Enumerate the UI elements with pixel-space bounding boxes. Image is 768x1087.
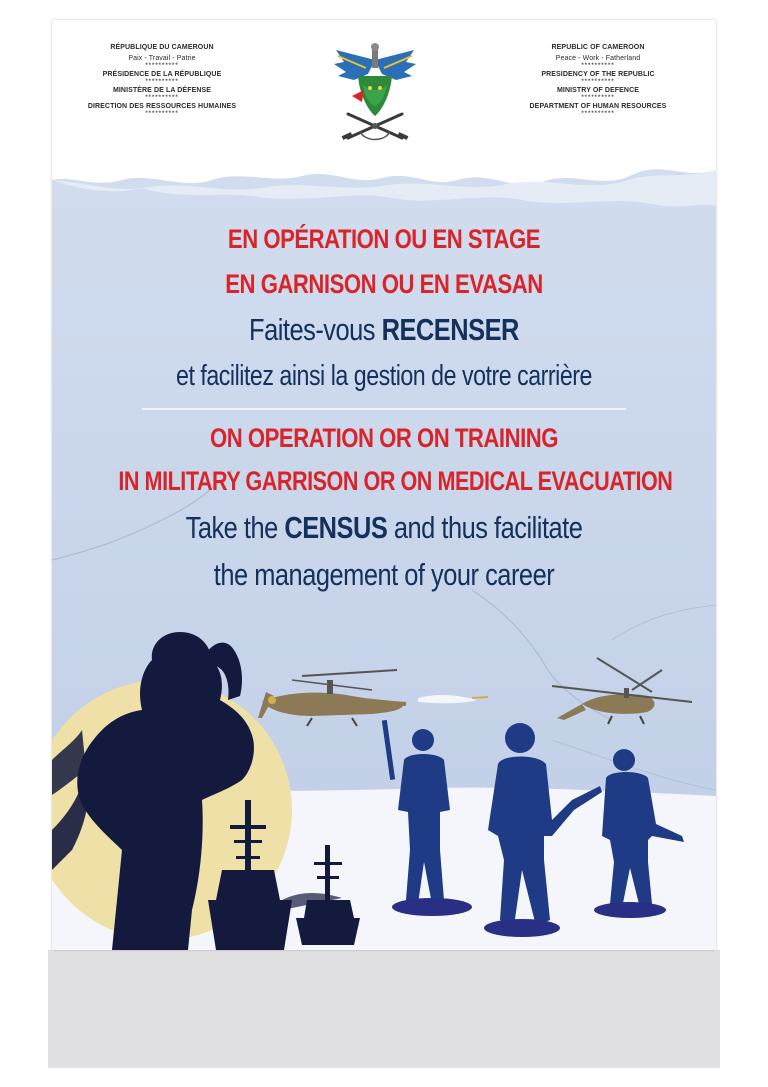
header-fr-presidency: PRÉSIDENCE DE LA RÉPUBLIQUE xyxy=(102,71,222,78)
header-en-country: REPUBLIC OF CAMEROON xyxy=(551,44,645,51)
military-illustration xyxy=(52,600,716,950)
headline-fr-line2: EN GARNISON OU EN EVASAN xyxy=(225,269,543,299)
headline-fr-emphasis: RECENSER xyxy=(381,312,519,347)
header-en-separator: ********** xyxy=(581,111,615,117)
headline-fr-line1: EN OPÉRATION OU EN STAGE xyxy=(227,224,541,254)
header-fr-separator: ********** xyxy=(145,79,179,85)
soldier-shadow xyxy=(594,902,666,918)
headline-en-line2: IN MILITARY GARRISON OR ON MEDICAL EVACUATION xyxy=(118,466,673,496)
page-bottom-band xyxy=(48,950,720,1068)
soldier-with-rifle-icon xyxy=(602,749,684,908)
header-fr-department: DIRECTION DES RESSOURCES HUMAINES xyxy=(87,103,237,110)
soldier-with-rifle-icon xyxy=(382,720,450,904)
soldier-shadow xyxy=(392,898,472,916)
header-fr-separator: ********** xyxy=(145,95,179,101)
headline-fr-line4: et facilitez ainsi la gestion de votre carrière xyxy=(176,360,592,392)
header-en-motto: Peace - Work - Fatherland xyxy=(555,55,641,62)
headline-en-emphasis: CENSUS xyxy=(284,510,388,545)
language-divider xyxy=(142,408,626,410)
header-fr-separator: ********** xyxy=(145,111,179,117)
header-french-institution xyxy=(82,42,242,117)
headline-fr-line3 xyxy=(112,312,656,348)
header-en-separator: ********** xyxy=(581,79,615,85)
census-poster xyxy=(52,20,716,950)
soldier-shadow xyxy=(484,919,560,937)
headline-en-line4: the management of your career xyxy=(213,557,555,592)
header-english-institution xyxy=(518,42,678,117)
header-en-presidency: PRESIDENCY OF THE REPUBLIC xyxy=(541,71,655,78)
soldier-with-rifle-icon xyxy=(488,723,602,926)
header-en-separator: ********** xyxy=(581,63,615,69)
helicopter-icon xyxy=(552,658,692,724)
headline-fr-line3-prefix: Faites-vous xyxy=(249,312,382,347)
headline-en-line3 xyxy=(112,510,656,546)
header-fr-motto: Paix - Travail - Patrie xyxy=(128,55,196,62)
headline-en-line3-suffix: and thus facilitate xyxy=(387,510,583,545)
header-en-separator: ********** xyxy=(581,95,615,101)
header-en-department: DEPARTMENT OF HUMAN RESOURCES xyxy=(529,103,667,110)
header-en-ministry: MINISTRY OF DEFENCE xyxy=(556,87,640,94)
headline-en-line1: ON OPERATION OR ON TRAINING xyxy=(210,423,558,453)
header-fr-separator: ********** xyxy=(145,63,179,69)
header-fr-country: RÉPUBLIQUE DU CAMEROUN xyxy=(110,44,214,51)
headline-en-line3-prefix: Take the xyxy=(185,510,285,545)
armed-forces-emblem-icon xyxy=(330,42,420,150)
helicopter-icon xyxy=(258,670,406,726)
header-fr-ministry: MINISTÈRE DE LA DÉFENSE xyxy=(112,87,212,94)
